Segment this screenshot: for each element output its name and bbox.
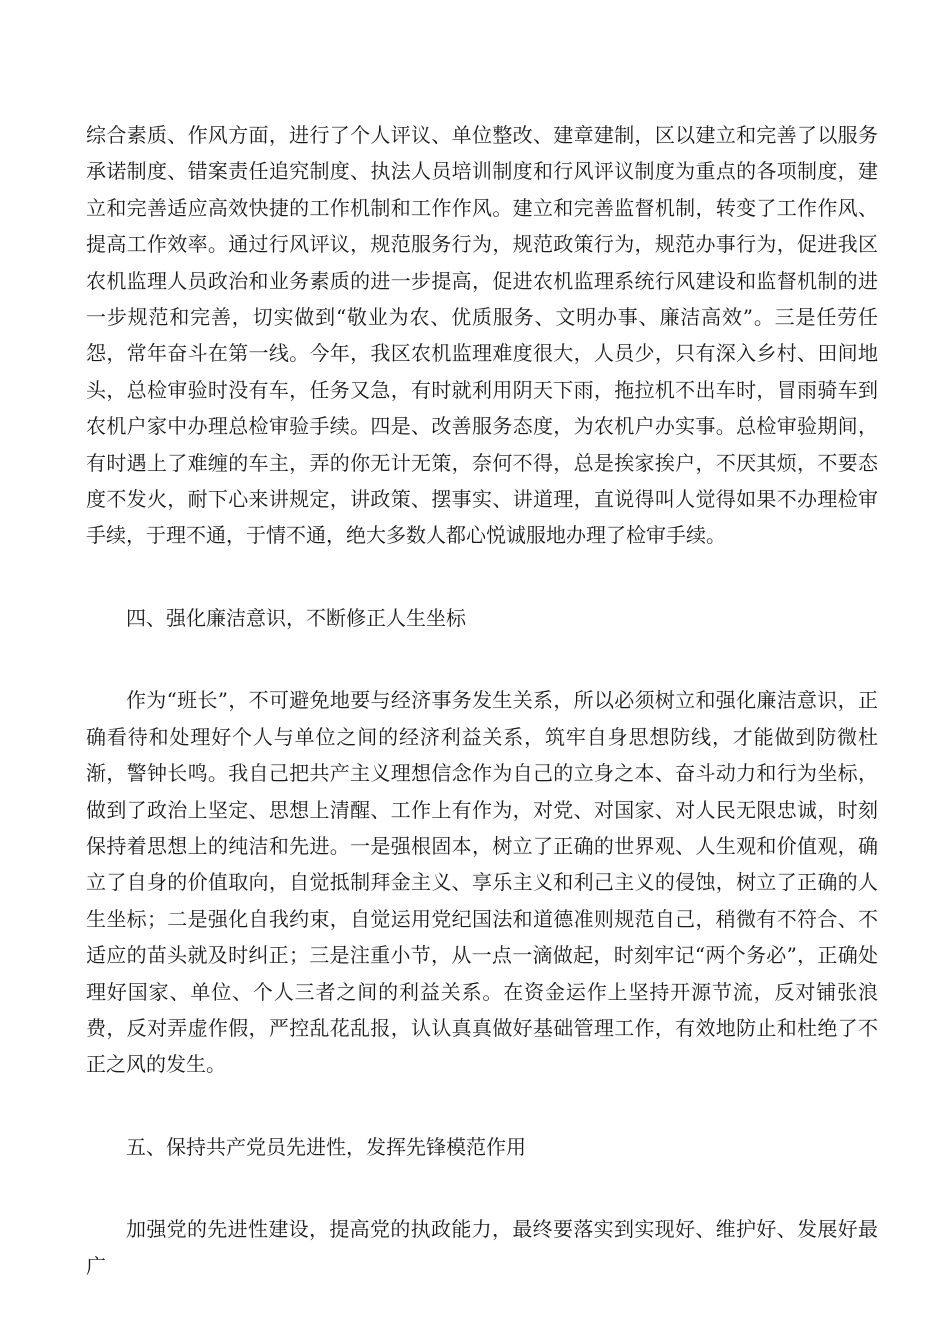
document-body (86, 117, 878, 1284)
section-heading-5: 五、保持共产党员先进性，发挥先锋模范作用 (126, 1134, 526, 1159)
paragraph-continuation: 综合素质、作风方面，进行了个人评议、单位整改、建章建制，区以建立和完善了以服务承诺制度、错案责任追究制度、执法人员培训制度和行风评议制度为重点的各项制度，建立和完善适应高效快捷的工作机制和工作作风。建立和完善监督机制，转变了工作作风、提高工作效率。通过行风评议，规范服务行为，规范政策行为，规范办事行为，促进我区农机监理人员政治和业务素质的进一步提高，促进农机监理系统行风建设和监督机制的进一步规范和完善，切实做到“敬业为农、优质服务、文明办事、廉洁高效”。三是任劳任怨，常年奋斗在第一线。今年，我区农机监理难度很大，人员少，只有深入乡村、田间地头，总检审验时没有车，任务又急，有时就利用阴天下雨，拖拉机不出车时，冒雨骑车到农机户家中办理总检审验手续。四是、改善服务态度，为农机户办实事。总检审验期间，有时遇上了难缠的车主，弄的你无计无策，奈何不得，总是挨家挨户，不厌其烦，不要态度不发火，耐下心来讲规定，讲政策、摆事实、讲道理，直说得叫人觉得如果不办理检审手续，于理不通，于情不通，绝大多数人都心悦诚服地办理了检审手续。 (86, 123, 878, 548)
section-heading-4: 四、强化廉洁意识，不断修正人生坐标 (126, 605, 466, 630)
paragraph-section-4: 作为“班长”，不可避免地要与经济事务发生关系，所以必须树立和强化廉洁意识，正确看待和处理好个人与单位之间的经济利益关系，筑牢自身思想防线，才能做到防微杜渐，警钟长鸣。我自己把共产主义理想信念作为自己的立身之本、奋斗动力和行为坐标，做到了政治上坚定、思想上清醒、工作上有作为，对党、对国家、对人民无限忠诚，时刻保持着思想上的纯洁和先进。一是强根固本，树立了正确的世界观、人生观和价值观，确立了自身的价值取向，自觉抵制拜金主义、享乐主义和利己主义的侵蚀，树立了正确的人生坐标；二是强化自我约束，自觉运用党纪国法和道德准则规范自己，稍微有不符合、不适应的苗头就及时纠正；三是注重小节，从一点一滴做起，时刻牢记“两个务必”，正确处理好国家、单位、个人三者之间的利益关系。在资金运作上坚持开源节流，反对铺张浪费，反对弄虚作假，严控乱花乱报，认认真真做好基础管理工作，有效地防止和杜绝了不正之风的发生。 (86, 688, 878, 1077)
paragraph-section-5: 加强党的先进性建设，提高党的执政能力，最终要落实到实现好、维护好、发展好最广 (86, 1217, 878, 1278)
